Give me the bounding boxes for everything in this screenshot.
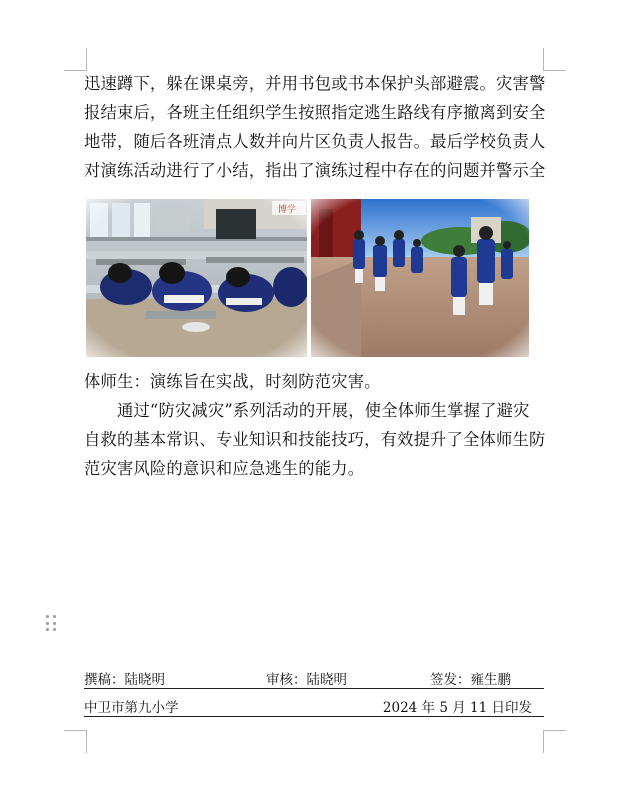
issue-date: 2024 年 5 月 11 日印发: [382, 700, 532, 716]
text-line: 体师生：演练旨在实战，时刻防范灾害。: [84, 372, 381, 391]
issuer-label: 签发：雍生鹏: [430, 672, 511, 688]
text-line: 报结束后，各班主任组织学生按照指定逃生路线有序撤离到安全: [84, 103, 546, 122]
reviewer-label: 审核：陆晓明: [266, 672, 347, 688]
photo-playground-evacuation: [311, 199, 529, 357]
footer-rule-top: [84, 688, 544, 689]
school-name: 中卫市第九小学: [84, 700, 179, 716]
text-line: 地带，随后各班清点人数并向片区负责人报告。最后学校负责人: [84, 132, 546, 151]
drag-handle-icon[interactable]: [46, 615, 58, 633]
paragraph-summary: [84, 396, 546, 483]
drafter-label: 撰稿：陆晓明: [84, 672, 165, 688]
crop-mark-top-right: [543, 48, 566, 71]
text-line: 通过“防灾减灾”系列活动的开展，使全体师生掌握了避灾: [84, 401, 530, 420]
crop-mark-top-left: [64, 48, 87, 71]
text-line: 迅速蹲下，躲在课桌旁，并用书包或书本保护头部避震。灾害警: [84, 74, 546, 93]
paragraph-continued: [84, 367, 546, 396]
text-line: 自救的基本常识、专业知识和技能技巧，有效提升了全体师生防: [84, 430, 546, 449]
crop-mark-bottom-right: [543, 730, 566, 753]
photo-classroom-drill: [86, 199, 307, 357]
footer-rule-bottom: [84, 716, 544, 717]
crop-mark-bottom-left: [64, 730, 87, 753]
text-line: 对演练活动进行了小结，指出了演练过程中存在的问题并警示全: [84, 161, 546, 180]
paragraph-drill-description: [84, 69, 546, 185]
text-line: 范灾害风险的意识和应急逃生的能力。: [84, 459, 365, 478]
